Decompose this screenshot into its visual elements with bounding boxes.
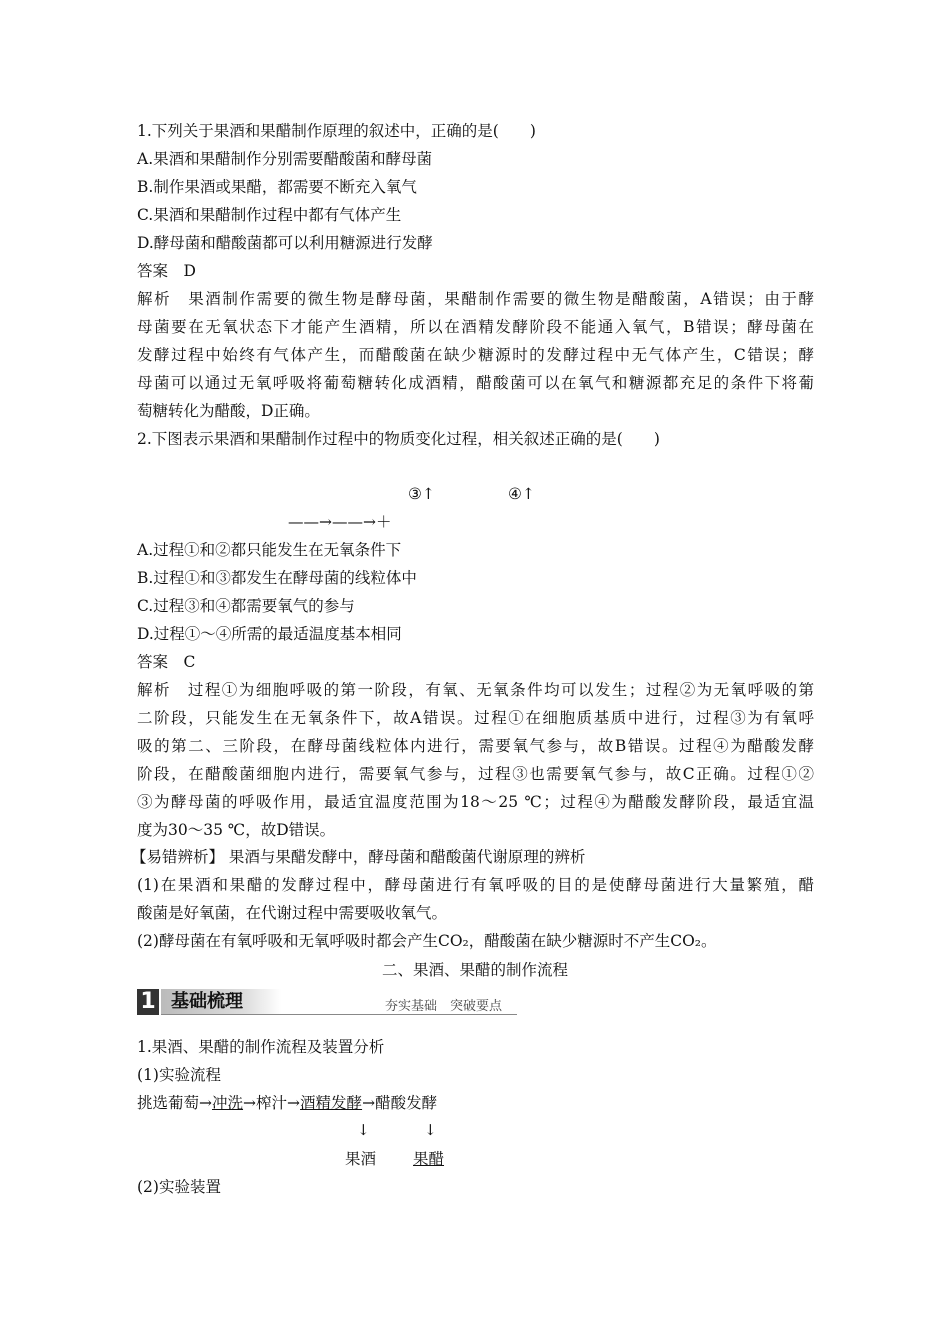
q1-analysis-line: 解析 果酒制作需要的微生物是酵母菌，果醋制作需要的微生物是醋酸菌，A错误；由于酵 <box>137 290 814 308</box>
arrow-icon: → <box>199 1094 213 1112</box>
down-arrow-icon: ↓ <box>424 1121 437 1139</box>
step-juice: 榨汁 <box>256 1094 288 1112</box>
flow-sub2: (2)实验装置 <box>137 1178 221 1196</box>
process-diagram-line: ——→——→＋ <box>288 513 392 531</box>
q1-analysis-line: 母菌要在无氧状态下才能产生酒精，所以在酒精发酵阶段不能通入氧气，B错误；酵母菌在 <box>137 318 814 336</box>
q1-option-c: C.果酒和果醋制作过程中都有气体产生 <box>137 206 402 224</box>
q2-analysis-line: 度为30～35 ℃，故D错误。 <box>137 821 336 839</box>
arrow-icon: → <box>362 1094 376 1112</box>
tip-heading: 【易错辨析】 果酒与果醋发酵中，酵母菌和醋酸菌代谢原理的辨析 <box>131 848 586 866</box>
q1-analysis-line: 发酵过程中始终有气体产生，而醋酸菌在缺少糖源时的发酵过程中无气体产生，C错误；酵 <box>137 346 814 364</box>
q2-option-d: D.过程①～④所需的最适温度基本相同 <box>137 625 402 643</box>
q1-option-b: B.制作果酒或果醋，都需要不断充入氧气 <box>137 178 417 196</box>
step-acetic-fermentation: 醋酸发酵 <box>375 1094 438 1112</box>
q2-analysis-line: ③为酵母菌的呼吸作用，最适宜温度范围为18～25 ℃；过程④为醋酸发酵阶段，最适宜温 <box>137 793 814 811</box>
flow-steps <box>137 1093 437 1113</box>
flow-sub1: (1)实验流程 <box>137 1066 221 1084</box>
arrow-icon: → <box>243 1094 257 1112</box>
q2-answer: 答案 C <box>137 653 196 671</box>
product-wine: 果酒 <box>345 1150 377 1168</box>
tip-line: 酸菌是好氧菌，在代谢过程中需要吸收氧气。 <box>137 904 448 922</box>
q2-stem: 2.下图表示果酒和果醋制作过程中的物质变化过程，相关叙述正确的是( ) <box>137 430 660 448</box>
q2-analysis-line: 吸的第二、三阶段，在酵母菌线粒体内进行，需要氧气参与，故B错误。过程④为醋酸发酵 <box>137 737 814 755</box>
banner-title: 基础梳理 <box>171 991 243 1012</box>
section-title: 二、果酒、果醋的制作流程 <box>381 961 568 979</box>
down-arrow-icon: ↓ <box>357 1121 370 1139</box>
step-alcohol-fermentation: 酒精发酵 <box>300 1094 363 1112</box>
process-4-label: ④↑ <box>508 485 535 503</box>
q1-option-d: D.酵母菌和醋酸菌都可以利用糖源进行发酵 <box>137 234 433 252</box>
banner-subtitle: 夯实基础 突破要点 <box>385 999 503 1014</box>
q1-stem: 1.下列关于果酒和果醋制作原理的叙述中，正确的是( ) <box>137 122 536 140</box>
arrow-icon: → <box>287 1094 301 1112</box>
q2-option-a: A.过程①和②都只能发生在无氧条件下 <box>137 541 402 559</box>
q2-option-c: C.过程③和④都需要氧气的参与 <box>137 597 355 615</box>
banner-number: 1 <box>137 989 159 1015</box>
banner-rule <box>161 1014 517 1015</box>
q2-analysis-line: 二阶段，只能发生在无氧条件下，故A错误。过程①在细胞质基质中进行，过程③为有氧呼 <box>137 709 814 727</box>
process-3-label: ③↑ <box>408 485 435 503</box>
q2-analysis-line: 阶段，在醋酸菌细胞内进行，需要氧气参与，过程③也需要氧气参与，故C正确。过程①② <box>137 765 814 783</box>
q2-option-b: B.过程①和③都发生在酵母菌的线粒体中 <box>137 569 417 587</box>
step-pick-grapes: 挑选葡萄 <box>137 1094 200 1112</box>
q1-answer: 答案 D <box>137 262 196 280</box>
tip-line: (1)在果酒和果醋的发酵过程中，酵母菌进行有氧呼吸的目的是使酵母菌进行大量繁殖，醋 <box>137 876 814 894</box>
tip-line: (2)酵母菌在有氧呼吸和无氧呼吸时都会产生CO₂，醋酸菌在缺少糖源时不产生CO₂。 <box>137 932 717 950</box>
q1-option-a: A.果酒和果醋制作分别需要醋酸菌和酵母菌 <box>137 150 433 168</box>
q2-analysis-line: 解析 过程①为细胞呼吸的第一阶段，有氧、无氧条件均可以发生；过程②为无氧呼吸的第 <box>137 681 814 699</box>
q1-analysis-line: 萄糖转化为醋酸，D正确。 <box>137 402 320 420</box>
q1-analysis-line: 母菌可以通过无氧呼吸将葡萄糖转化成酒精，醋酸菌可以在氧气和糖源都充足的条件下将葡 <box>137 374 814 392</box>
flow-heading: 1.果酒、果醋的制作流程及装置分析 <box>137 1038 385 1056</box>
section-banner <box>137 989 517 1015</box>
product-vinegar: 果醋 <box>413 1150 445 1168</box>
step-rinse: 冲洗 <box>212 1094 244 1112</box>
